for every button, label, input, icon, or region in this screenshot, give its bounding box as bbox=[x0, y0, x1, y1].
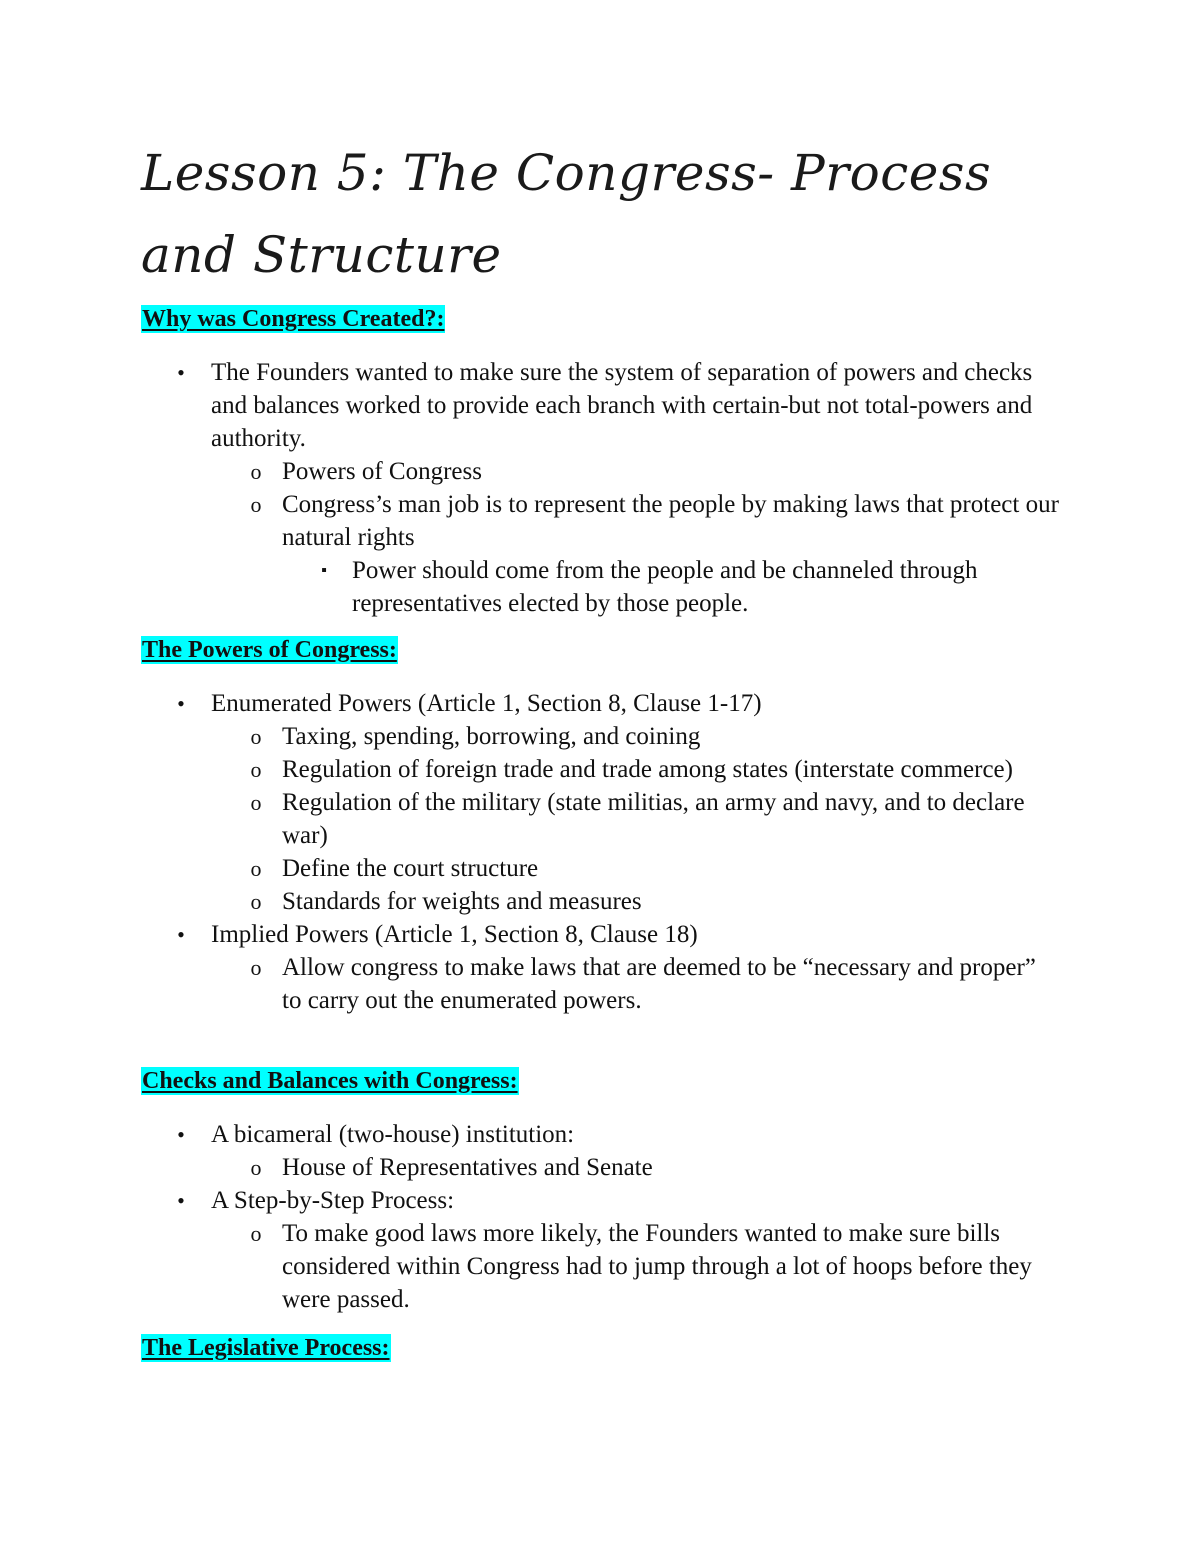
list-item-text: Standards for weights and measures bbox=[282, 888, 642, 915]
list-item-text: Taxing, spending, borrowing, and coining bbox=[282, 723, 701, 750]
list-item-text: A bicameral (two-house) institution: bbox=[211, 1121, 575, 1148]
list-item bbox=[141, 1184, 1061, 1217]
list-item bbox=[141, 687, 1061, 720]
section-heading: Why was Congress Created?: bbox=[142, 306, 445, 332]
list-item-text: Regulation of the military (state militias, an army and navy, and to declare war) bbox=[282, 789, 1025, 849]
bullet-icon: • bbox=[177, 1188, 185, 1213]
list-item bbox=[141, 918, 1061, 951]
list-item bbox=[141, 951, 1061, 1017]
page-title: Lesson 5: The Congress- Process and Structure bbox=[141, 144, 992, 284]
list-item bbox=[141, 1118, 1061, 1151]
section-legislative-process bbox=[141, 1334, 1061, 1362]
circle-bullet-icon: o bbox=[250, 492, 262, 517]
bullet-list bbox=[141, 687, 1061, 1017]
list-item-text: Implied Powers (Article 1, Section 8, Clause 18) bbox=[211, 921, 698, 948]
list-item bbox=[141, 455, 1061, 488]
section-checks-and-balances bbox=[141, 1067, 1061, 1316]
circle-bullet-icon: o bbox=[250, 459, 262, 484]
circle-bullet-icon: o bbox=[250, 757, 262, 782]
bullet-list bbox=[141, 356, 1061, 620]
circle-bullet-icon: o bbox=[250, 1155, 262, 1180]
list-item-text: A Step-by-Step Process: bbox=[211, 1187, 455, 1214]
bullet-icon: • bbox=[177, 360, 185, 385]
bullet-icon: • bbox=[177, 691, 185, 716]
bullet-list bbox=[141, 1118, 1061, 1316]
list-item bbox=[141, 786, 1061, 852]
list-item-text: Powers of Congress bbox=[282, 458, 482, 485]
list-item-text: Allow congress to make laws that are deemed to be “necessary and proper” to carry out the enumerated powers. bbox=[282, 954, 1036, 1014]
section-heading: Checks and Balances with Congress: bbox=[142, 1068, 518, 1094]
list-item-text: Power should come from the people and be channeled through representatives elected by those people. bbox=[352, 557, 978, 617]
list-item bbox=[141, 885, 1061, 918]
list-item-text: House of Representatives and Senate bbox=[282, 1154, 653, 1181]
list-item bbox=[141, 554, 1061, 620]
square-bullet-icon: ▪ bbox=[321, 562, 327, 579]
bullet-icon: • bbox=[177, 922, 185, 947]
circle-bullet-icon: o bbox=[250, 889, 262, 914]
list-item bbox=[141, 356, 1061, 455]
list-item bbox=[141, 1151, 1061, 1184]
section-heading: The Legislative Process: bbox=[142, 1335, 390, 1361]
list-item-text: The Founders wanted to make sure the system of separation of powers and checks and balances worked to provide each branch with certain-but not total-powers and authority. bbox=[211, 359, 1033, 452]
section-heading: The Powers of Congress: bbox=[142, 637, 397, 663]
section-powers-of-congress bbox=[141, 636, 1061, 1017]
section-why-congress-created bbox=[141, 305, 1061, 620]
list-item-text: Enumerated Powers (Article 1, Section 8, Clause 1-17) bbox=[211, 690, 762, 717]
list-item bbox=[141, 488, 1061, 554]
list-item bbox=[141, 753, 1061, 786]
bullet-icon: • bbox=[177, 1122, 185, 1147]
list-item bbox=[141, 852, 1061, 885]
list-item-text: Regulation of foreign trade and trade among states (interstate commerce) bbox=[282, 756, 1013, 783]
list-item-text: Congress’s man job is to represent the people by making laws that protect our natural rights bbox=[282, 491, 1059, 551]
circle-bullet-icon: o bbox=[250, 955, 262, 980]
list-item-text: To make good laws more likely, the Founders wanted to make sure bills considered within Congress had to jump through a lot of hoops before they were passed. bbox=[282, 1220, 1032, 1313]
circle-bullet-icon: o bbox=[250, 1221, 262, 1246]
list-item-text: Define the court structure bbox=[282, 855, 539, 882]
list-item bbox=[141, 1217, 1061, 1316]
circle-bullet-icon: o bbox=[250, 724, 262, 749]
list-item bbox=[141, 720, 1061, 753]
circle-bullet-icon: o bbox=[250, 790, 262, 815]
circle-bullet-icon: o bbox=[250, 856, 262, 881]
